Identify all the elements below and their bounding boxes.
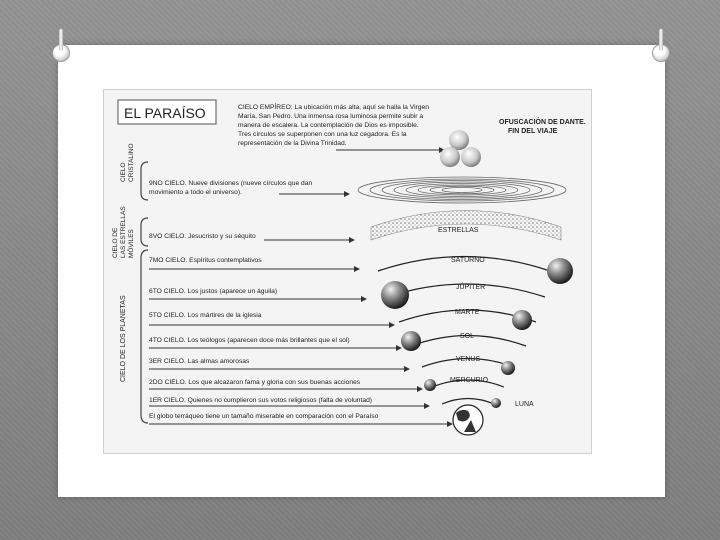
stars-band	[371, 211, 561, 241]
planet-label: ESTRELLAS	[438, 227, 479, 234]
bracket-estrellas	[141, 218, 148, 246]
planet-label: LUNA	[515, 401, 534, 408]
planet-label: VENUS	[456, 356, 481, 363]
paradise-diagram	[103, 89, 592, 454]
saturn-sphere-icon	[547, 258, 573, 284]
bracket-planetas	[141, 250, 148, 423]
heaven-label: 2DO CIELO. Los que alcazaron fama y gloria con sus buenas acciones	[149, 379, 361, 386]
empireo-line: CIELO EMPÍREO: La ubicación más alta, aquí se halla la Virgen	[238, 104, 429, 111]
noveno-line: movimiento a todo el universo).	[149, 189, 242, 196]
binder-ring-left-icon	[52, 44, 70, 62]
diagram-canvas	[104, 90, 591, 453]
empireo-line: Tres círculos se superponen con una luz cegadora. Es la	[238, 131, 407, 138]
mercury-sphere-icon	[424, 379, 436, 391]
venus-sphere-icon	[501, 361, 515, 375]
diagram-title: EL PARAÍSO	[124, 105, 206, 121]
heaven-label: 7MO CIELO. Espíritus contemplativos	[149, 257, 262, 264]
heaven-label: 8VO CIELO. Jesucristo y su séquito	[149, 233, 256, 240]
planet-label: SATURNO	[451, 257, 485, 264]
side-label-estrellas-2: LAS ESTRELLAS	[120, 206, 127, 258]
side-label-cristalino-1: CIELO	[120, 162, 127, 182]
heaven-label: 5TO CIELO. Los mártires de la iglesia	[149, 312, 262, 319]
moon-sphere-icon	[491, 398, 501, 408]
primum-mobile-rings-icon	[358, 177, 566, 203]
mars-sphere-icon	[512, 310, 532, 330]
planet-label: MERCURIO	[450, 377, 489, 384]
heaven-rows	[149, 233, 379, 420]
binder-ring-right-icon	[652, 44, 670, 62]
bracket-cristalino	[141, 162, 148, 200]
heaven-label: 6TO CIELO. Los justos (aparece un águila)	[149, 288, 278, 295]
heaven-label: 3ER CIELO. Las almas amorosas	[149, 358, 250, 365]
ofuscacion-line: OFUSCACIÓN DE DANTE.	[499, 119, 586, 126]
empireo-line: manera de escalera. La contemplación de Dios es imposible.	[238, 122, 419, 129]
trinity-circles-icon	[440, 130, 481, 167]
side-label-cristalino-2: CRISTALINO	[128, 143, 135, 182]
heaven-label: 4TO CIELO. Los teólogos (aparecen doce más brillantes que el sol)	[149, 337, 350, 344]
side-label-planetas: CIELO DE LOS PLANETAS	[120, 295, 127, 382]
globe-label: El globo terráqueo tiene un tamaño miserable en comparación con el Paraíso	[149, 413, 379, 420]
side-label-estrellas-3: MÓVILES	[128, 229, 135, 258]
heaven-label: 1ER CIELO. Quienes no cumplieron sus votos religiosos (falta de voluntad)	[149, 397, 373, 404]
planet-label: SOL	[460, 333, 475, 340]
noveno-line: 9NO CIELO. Nueve divisiones (nueve círculos que dan	[149, 180, 313, 187]
empireo-line: representación de la Divina Trinidad.	[238, 140, 347, 147]
empireo-line: María, San Pedro. Una inmensa rosa luminosa permite subir a	[238, 113, 424, 120]
side-label-estrellas-1: CIELO DE	[112, 227, 119, 258]
planet-label: JÚPITER	[456, 284, 486, 291]
sun-sphere-icon	[401, 331, 421, 351]
empireo-text	[238, 102, 429, 147]
ofuscacion-line: FIN DEL VIAJE	[508, 128, 558, 135]
planet-label: MARTE	[455, 309, 480, 316]
earth-globe-icon	[453, 405, 483, 435]
jupiter-sphere-icon	[381, 281, 409, 309]
